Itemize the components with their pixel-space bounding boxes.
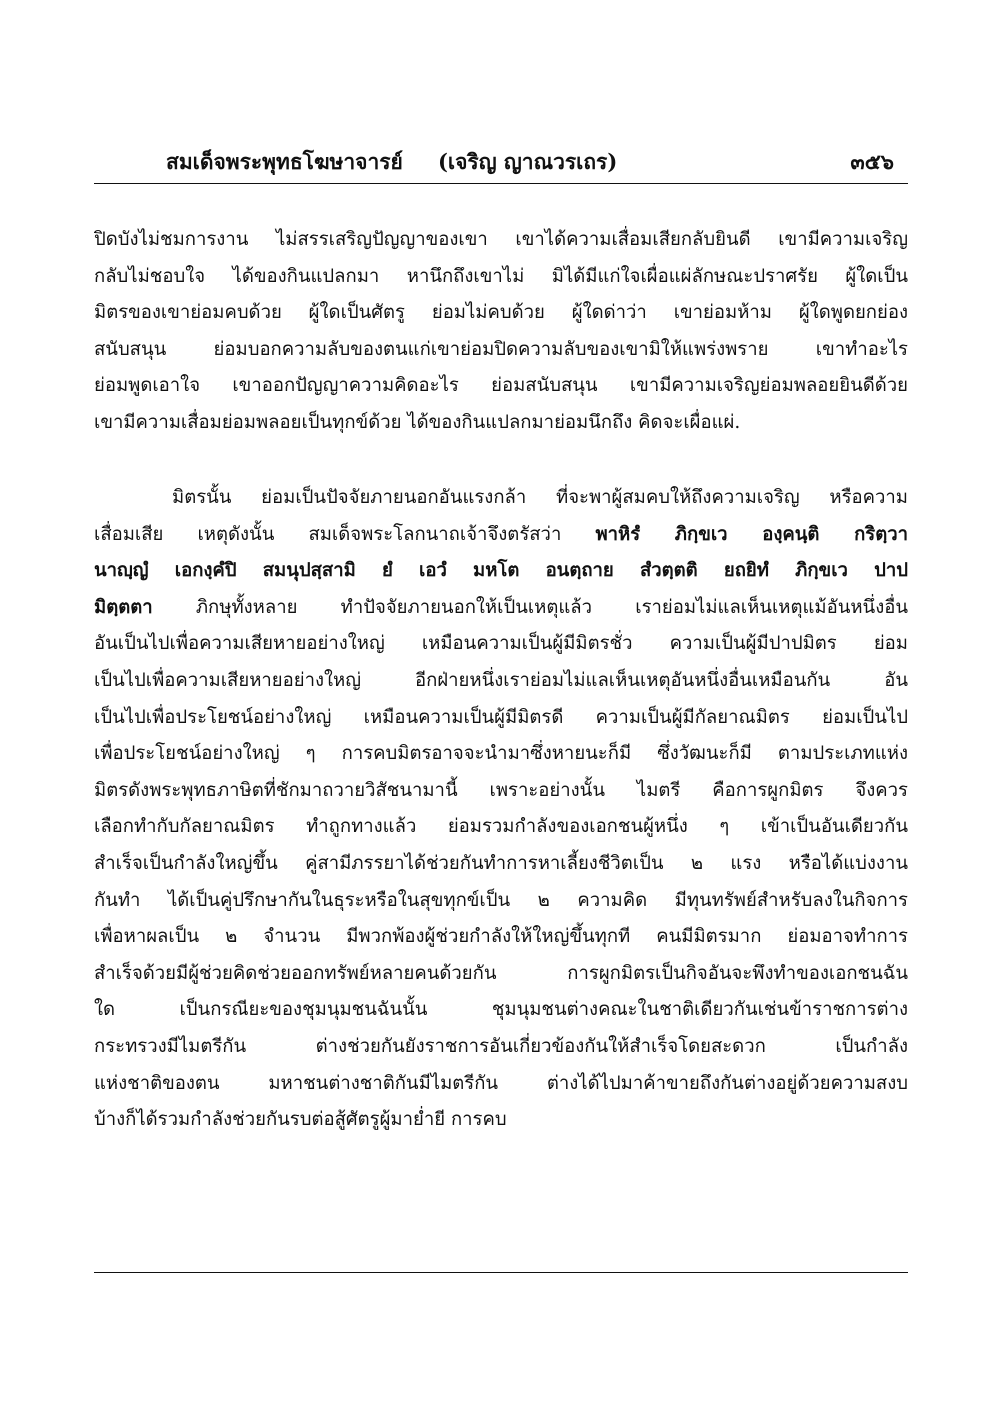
text-run: ภิกษุทั้งหลาย ทำปัจจัยภายนอกให้เป็นเหตุแล้ว เราย่อมไม่แลเห็นเหตุแม้อันหนึ่งอื่น	[152, 596, 908, 618]
running-title: สมเด็จพระพุทธโฆษาจารย์	[166, 149, 403, 174]
header-rule	[94, 183, 908, 184]
text-line: เขามีความเสื่อมย่อมพลอยเป็นทุกข์ด้วย ได้ของกินแปลกมาย่อมนึกถึง คิดจะเผื่อแผ่.	[94, 411, 741, 433]
text-run: เสื่อมเสีย เหตุดังนั้น สมเด็จพระโลกนาถเจ้าจึงตรัสว่า	[94, 523, 596, 545]
text-line: แห่งชาติของตน มหาชนต่างชาติกันมีไมตรีกัน ต่างได้ไปมาค้าขายถึงกันต่างอยู่ด้วยความสงบ	[94, 1072, 908, 1094]
pali-quote-line: นาญฺญํ เอกงฺคํปิ สมนุปสฺสามิ ยํ เอวํ มหโต อนตฺถาย สํวตฺตติ ยถยิทํ ภิกฺขเว ปาป	[94, 560, 908, 582]
text-line: เพื่อประโยชน์อย่างใหญ่ ๆ การคบมิตรอาจจะนำมาซึ่งหายนะก็มี ซึ่งวัฒนะก็มี ตามประเภทแห่ง	[94, 743, 908, 765]
footer-rule	[94, 1272, 908, 1273]
paragraph-2	[94, 480, 908, 1139]
text-line: กลับไม่ชอบใจ ได้ของกินแปลกมา หานึกถึงเขาไม่ มิได้มีแก่ใจเผื่อแผ่ลักษณะปราศรัย ผู้ใดเป็น	[94, 265, 908, 287]
text-line: บ้างก็ได้รวมกำลังช่วยกันรบต่อสู้ศัตรูผู้มาย่ำยี การคบ	[94, 1109, 507, 1131]
text-line: มิตรดังพระพุทธภาษิตที่ชักมาถวายวิสัชนามานี้ เพราะอย่างนั้น ไมตรี คือการผูกมิตร จึงควร	[94, 779, 908, 801]
text-line: เป็นไปเพื่อความเสียหายอย่างใหญ่ อีกฝ่ายหนึ่งเราย่อมไม่แลเห็นเหตุอันหนึ่งอื่นเหมือนกัน อัน	[94, 669, 908, 691]
page-number: ๓๕๖	[850, 149, 894, 174]
text-line: อันเป็นไปเพื่อความเสียหายอย่างใหญ่ เหมือนความเป็นผู้มีมิตรชั่ว ความเป็นผู้มีปาปมิตร ย่อม	[94, 633, 908, 655]
text-line: เพื่อหาผลเป็น ๒ จำนวน มีพวกพ้องผู้ช่วยกำลังให้ใหญ่ขึ้นทุกที คนมีมิตรมาก ย่อมอาจทำการ	[94, 926, 908, 948]
text-line: สำเร็จเป็นกำลังใหญ่ขึ้น คู่สามีภรรยาได้ช่วยกันทำการหาเลี้ยงชีวิตเป็น ๒ แรง หรือได้แบ่งงาน	[94, 852, 908, 874]
text-line	[94, 517, 908, 554]
paragraph-1	[94, 222, 908, 442]
page-header	[94, 140, 908, 182]
text-line: กันทำ ได้เป็นคู่ปรึกษากันในธุระหรือในสุขทุกข์เป็น ๒ ความคิด มีทุนทรัพย์สำหรับลงในกิจการ	[94, 889, 908, 911]
text-line	[94, 590, 908, 627]
text-line: เลือกทำกับกัลยาณมิตร ทำถูกทางแล้ว ย่อมรวมกำลังของเอกชนผู้หนึ่ง ๆ เข้าเป็นอันเดียวกัน	[94, 816, 908, 838]
text-line: สำเร็จด้วยมีผู้ช่วยคิดช่วยออกทรัพย์หลายคนด้วยกัน การผูกมิตรเป็นกิจอันจะพึงทำของเอกชนฉัน	[94, 962, 908, 984]
text-line: ย่อมพูดเอาใจ เขาออกปัญญาความคิดอะไร ย่อมสนับสนุน เขามีความเจริญย่อมพลอยยินดีด้วย	[94, 375, 908, 397]
text-line: เป็นไปเพื่อประโยชน์อย่างใหญ่ เหมือนความเป็นผู้มีมิตรดี ความเป็นผู้มีกัลยาณมิตร ย่อมเป็นไป	[94, 706, 908, 728]
text-line: สนับสนุน ย่อมบอกความลับของตนแก่เขาย่อมปิดความลับของเขามิให้แพร่งพราย เขาทำอะไร	[94, 338, 908, 360]
pali-quote: พาหิรํ ภิกฺขเว องฺคนฺติ กริตฺวา	[595, 523, 908, 545]
text-line: มิตรของเขาย่อมคบด้วย ผู้ใดเป็นศัตรู ย่อมไม่คบด้วย ผู้ใดด่าว่า เขาย่อมห้าม ผู้ใดพูดยกย่อง	[94, 302, 908, 324]
text-line: มิตรนั้น ย่อมเป็นปัจจัยภายนอกอันแรงกล้า ที่จะพาผู้สมคบให้ถึงความเจริญ หรือความ	[172, 487, 908, 508]
text-line: ใด เป็นกรณียะของชุมนุมชนฉันนั้น ชุมนุมชนต่างคณะในชาติเดียวกันเช่นข้าราชการต่าง	[94, 999, 908, 1021]
running-author: (เจริญ ญาณวรเถร)	[438, 149, 618, 174]
text-line: กระทรวงมีไมตรีกัน ต่างช่วยกันยังราชการอันเกี่ยวข้องกันให้สำเร็จโดยสะดวก เป็นกำลัง	[94, 1035, 908, 1057]
text-line: ปิดบังไม่ชมการงาน ไม่สรรเสริญปัญญาของเขา เขาได้ความเสื่อมเสียกลับยินดี เขามีความเจริญ	[94, 229, 908, 250]
pali-quote: มิตฺตตา	[94, 596, 153, 618]
